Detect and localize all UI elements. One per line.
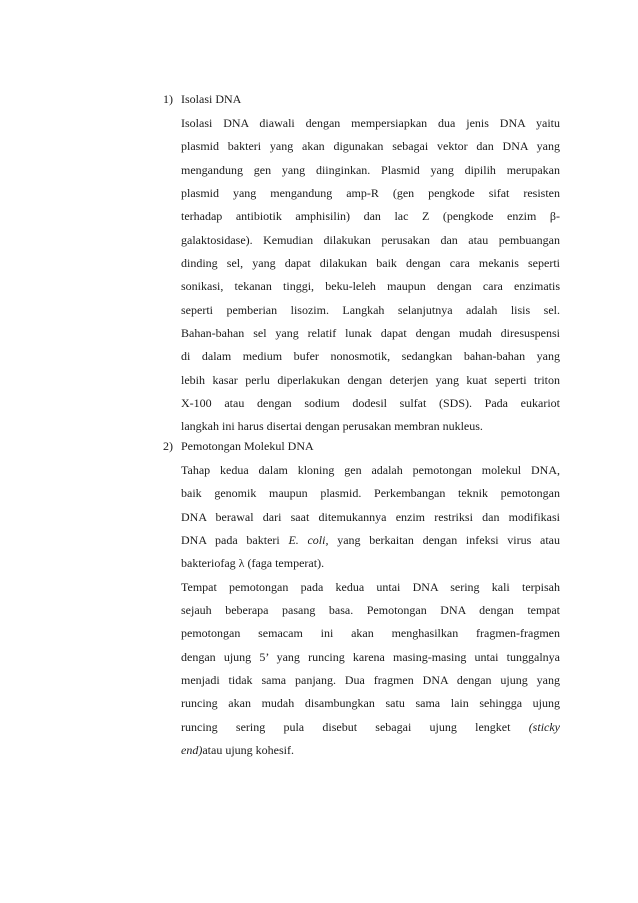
paragraph-line: runcing akan mudah disambungkan satu sama lain sehingga ujung <box>181 696 560 711</box>
paragraph-line: Tempat pemotongan pada kedua untai DNA sering kali terpisah <box>181 579 560 594</box>
text-run: runcing sering pula disebut sebagai ujung lengket <box>181 719 529 734</box>
paragraph-line: Tahap kedua dalam kloning gen adalah pemotongan molekul DNA, <box>181 463 560 477</box>
section-title: Isolasi DNA <box>181 92 242 106</box>
term-italic: end) <box>181 743 203 758</box>
paragraph-line: mengandung gen yang diinginkan. Plasmid yang dipilih merupakan <box>181 162 560 177</box>
paragraph-line: sejauh beberapa pasang basa. Pemotongan DNA dengan tempat <box>181 603 560 618</box>
paragraph-line: Isolasi DNA diawali dengan mempersiapkan dua jenis DNA yaitu <box>181 116 560 130</box>
paragraph-line: galaktosidase). Kemudian dilakukan perusakan dan atau pembuangan <box>181 232 560 247</box>
species-name: E. coli, <box>288 533 329 548</box>
section-heading <box>163 91 560 107</box>
paragraph-line: menjadi tidak sama panjang. Dua fragmen DNA dengan ujung yang <box>181 673 560 688</box>
section-heading <box>163 438 560 454</box>
section-title: Pemotongan Molekul DNA <box>181 439 314 453</box>
paragraph-line: plasmid yang mengandung amp-R (gen pengkode sifat resisten <box>181 186 560 201</box>
text-run: yang berkaitan dengan infeksi virus atau <box>328 533 560 548</box>
paragraph-line: dinding sel, yang dapat dilakukan baik dengan cara mekanis seperti <box>181 256 560 271</box>
section-pemotongan-dna <box>163 438 560 765</box>
paragraph-line: Bahan-bahan sel yang relatif lunak dapat dengan mudah diresuspensi <box>181 326 560 341</box>
paragraph-line: X-100 atau dengan sodium dodesil sulfat (SDS). Pada eukariot <box>181 396 560 411</box>
text-run: DNA pada bakteri <box>181 533 289 548</box>
paragraph-line: plasmid bakteri yang akan digunakan sebagai vektor dan DNA yang <box>181 139 560 154</box>
section-body <box>181 462 560 765</box>
paragraph-line: terhadap antibiotik amphisilin) dan lac Z (pengkode enzim β- <box>181 209 560 224</box>
paragraph-line: bakteriofag λ (faga temperat). <box>181 556 325 571</box>
paragraph-line: langkah ini harus disertai dengan perusakan membran nukleus. <box>181 419 483 434</box>
section-number: 1) <box>163 92 173 106</box>
paragraph-line: pemotongan semacam ini akan menghasilkan fragmen-fragmen <box>181 626 560 641</box>
text-run: atau ujung kohesif. <box>202 743 294 758</box>
paragraph-line: dengan ujung 5’ yang runcing karena masing-masing untai tunggalnya <box>181 649 560 664</box>
section-number: 2) <box>163 439 173 453</box>
section-isolasi-dna <box>163 91 560 442</box>
paragraph-line: sonikasi, tekanan tinggi, beku-leleh maupun dengan cara enzimatis <box>181 279 560 294</box>
paragraph-line <box>181 719 560 742</box>
term-italic: (sticky <box>528 719 560 734</box>
paragraph-line <box>181 532 560 555</box>
paragraph-line: baik genomik maupun plasmid. Perkembangan teknik pemotongan <box>181 486 560 501</box>
paragraph-line: di dalam medium bufer nonosmotik, sedangkan bahan-bahan yang <box>181 349 560 364</box>
paragraph-line: lebih kasar perlu diperlakukan dengan deterjen yang kuat seperti triton <box>181 372 560 387</box>
paragraph-line: DNA berawal dari saat ditemukannya enzim restriksi dan modifikasi <box>181 509 560 524</box>
paragraph-line: seperti pemberian lisozim. Langkah selanjutnya adalah lisis sel. <box>181 302 560 317</box>
section-body <box>181 115 560 442</box>
paragraph-line <box>181 742 560 765</box>
